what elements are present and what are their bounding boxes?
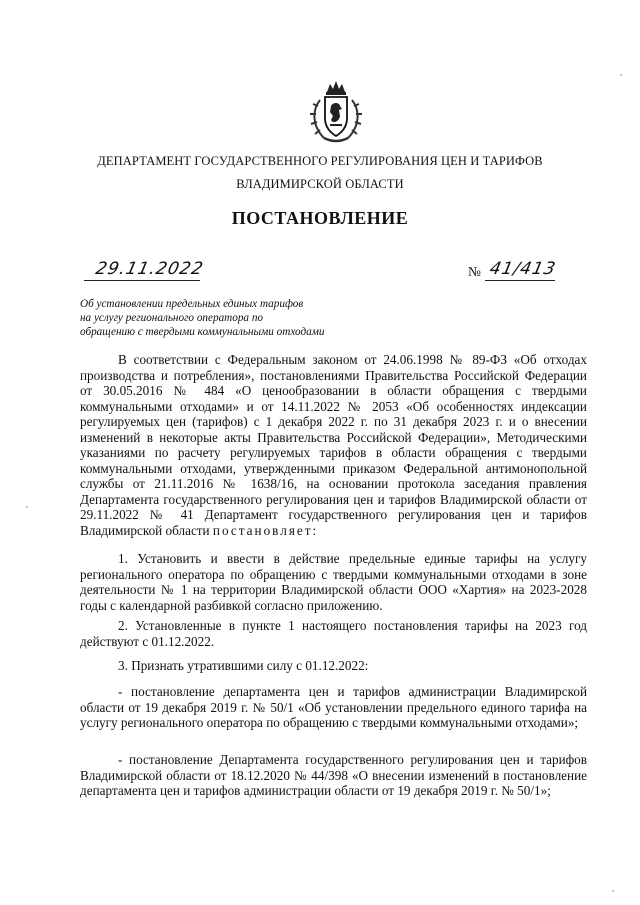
document-number: 41/413 [487, 259, 558, 279]
document-title: ПОСТАНОВЛЕНИЕ [231, 208, 409, 228]
clause-2: 2. Установленные в пункте 1 настоящего постановления тарифы на 2023 год действуют с 01.12.2022. [80, 618, 587, 649]
scan-speck [612, 890, 614, 892]
coat-of-arms-icon [306, 78, 366, 148]
clause-3-subitem-2: - постановление Департамента государственного регулирования цен и тарифов Владимирской области от 18.12.2020 № 44/398 «О внесении изменений в постановление департамента цен и тарифов администрации области от 19 декабря 2019 г. № 50/1»; [80, 752, 587, 798]
department-name-line1: ДЕПАРТАМЕНТ ГОСУДАРСТВЕННОГО РЕГУЛИРОВАНИЯ ЦЕН И ТАРИФОВ [97, 154, 543, 168]
number-underline [485, 280, 555, 281]
decree-word: постановляет: [212, 522, 319, 538]
document-subject [80, 297, 324, 339]
clause-3: 3. Признать утратившими силу с 01.12.2022: [118, 658, 369, 673]
scan-speck [620, 74, 622, 76]
preamble-paragraph [80, 352, 587, 538]
preamble-text: В соответствии с Федеральным законом от 24.06.1998 № 89-ФЗ «Об отходах производства и потребления», постановлениями Правительства Российской Федерации от 30.05.2016 № 484 «О ценообразовании в области обращения с твердыми коммунальными отходами» и от 14.11.2022 № 2053 «Об особенностях индексации регулируемых цен (тарифов) с 1 декабря 2022 г. по 31 декабря 2023 г. и о внесении изменений в некоторые акты Правительства Российской Федерации», Методическими указаниями по расчету регулируемых тарифов в области обращения с твердыми коммунальными отходами, утвержденными приказом Федеральной антимонопольной службы от 21.11.2016 № 1638/16, на основании протокола заседания правления Департамента государственного регулирования цен и тарифов Владимирской области от 29.11.2022 № 41 Департамент государственного регулирования цен и тарифов Владимирской области [80, 352, 587, 538]
subject-line: на услугу регионального оператора по [80, 312, 264, 324]
document-date: 29.11.2022 [93, 259, 206, 279]
department-name-line2: ВЛАДИМИРСКОЙ ОБЛАСТИ [236, 177, 404, 191]
subject-line: Об установлении предельных единых тарифов [80, 298, 304, 310]
document-number-label: № [468, 264, 481, 279]
subject-line: обращению с твердыми коммунальными отходами [80, 326, 325, 338]
scan-speck [26, 506, 28, 508]
date-underline [84, 280, 200, 281]
clause-3-subitem-1: - постановление департамента цен и тарифов администрации Владимирской области от 19 декабря 2019 г. № 50/1 «Об установлении предельного единого тарифа на услугу регионального оператора по обращению с твердыми коммунальными отходами»; [80, 684, 587, 730]
clause-1: 1. Установить и ввести в действие предельные единые тарифы на услугу регионального оператора по обращению с твердыми коммунальными отходами в зоне деятельности № 1 на территории Владимирской области ООО «Хартия» на 2023-2028 годы с календарной разбивкой согласно приложению. [80, 551, 587, 613]
